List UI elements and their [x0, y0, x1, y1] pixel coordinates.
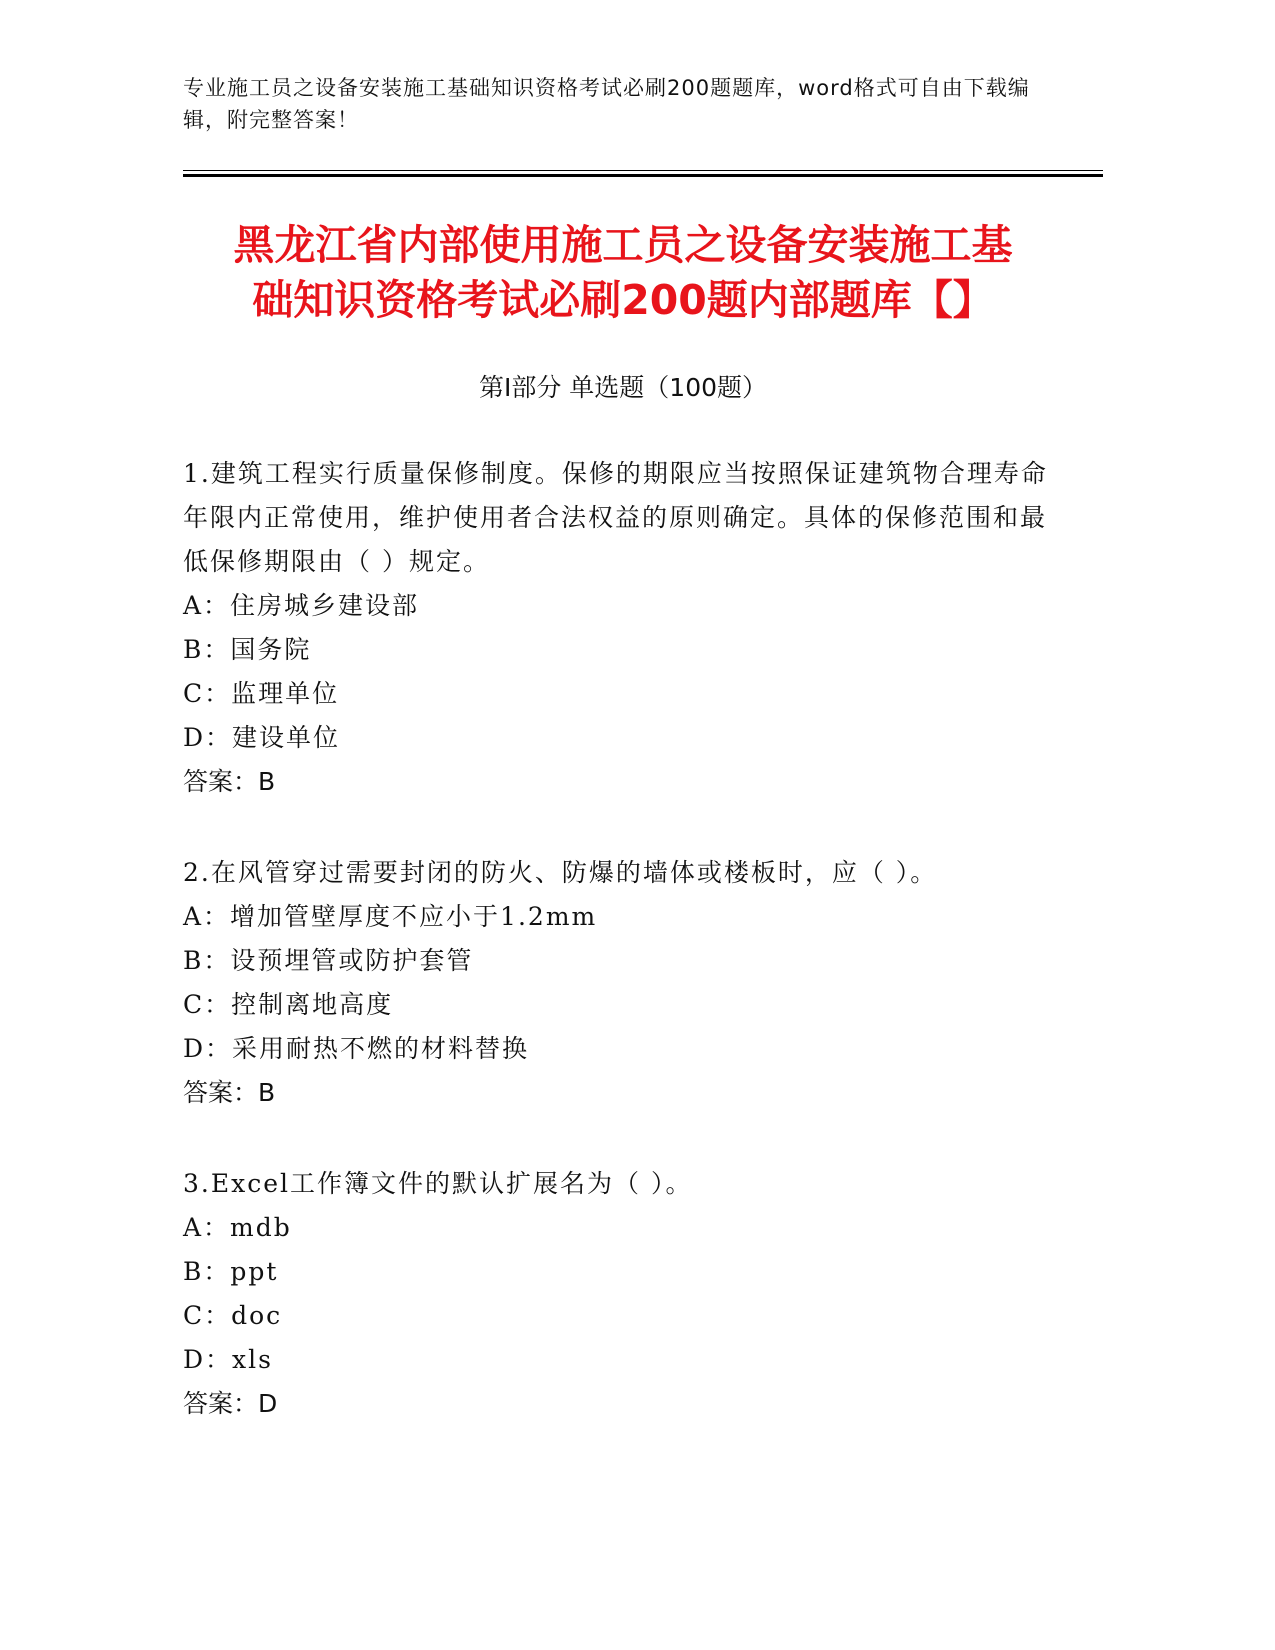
option-d: D：建设单位 — [183, 723, 341, 752]
answer: 答案：B — [183, 1078, 276, 1107]
section-heading: 第Ⅰ部分 单选题（100题） — [478, 373, 768, 402]
question-item — [183, 851, 1063, 1115]
option-b: B：国务院 — [183, 635, 312, 664]
option-d: D：xls — [183, 1345, 273, 1374]
option-a: A：住房城乡建设部 — [183, 591, 420, 620]
question-stem: 3.Excel工作簿文件的默认扩展名为（ ）。 — [183, 1169, 693, 1198]
answer: 答案：D — [183, 1389, 278, 1418]
option-c: C：监理单位 — [183, 679, 340, 708]
document-title-line-2: 础知识资格考试必刷200题内部题库【】 — [252, 276, 994, 324]
question-list — [183, 452, 1063, 1473]
option-d: D：采用耐热不燃的材料替换 — [183, 1034, 530, 1063]
question-stem: 1.建筑工程实行质量保修制度。保修的期限应当按照保证建筑物合理寿命年限内正常使用，维护使用者合法权益的原则确定。具体的保修范围和最低保修期限由（ ）规定。 — [183, 459, 1048, 576]
document-title-line-1: 黑龙江省内部使用施工员之设备安装施工基 — [233, 221, 1013, 269]
question-item — [183, 452, 1063, 804]
header-divider-thin — [183, 170, 1103, 171]
question-stem: 2.在风管穿过需要封闭的防火、防爆的墙体或楼板时，应（ ）。 — [183, 858, 938, 887]
option-a: A：增加管壁厚度不应小于1.2mm — [183, 902, 598, 931]
option-c: C：doc — [183, 1301, 283, 1330]
header-divider-thick — [183, 174, 1103, 177]
option-a: A：mdb — [183, 1213, 292, 1242]
option-b: B：ppt — [183, 1257, 279, 1286]
document-title — [183, 218, 1063, 328]
option-c: C：控制离地高度 — [183, 990, 394, 1019]
answer: 答案：B — [183, 767, 276, 796]
question-item — [183, 1162, 1063, 1426]
header-note: 专业施工员之设备安装施工基础知识资格考试必刷200题题库，word格式可自由下载编辑，附完整答案！ — [183, 76, 1030, 132]
option-b: B：设预埋管或防护套管 — [183, 946, 474, 975]
